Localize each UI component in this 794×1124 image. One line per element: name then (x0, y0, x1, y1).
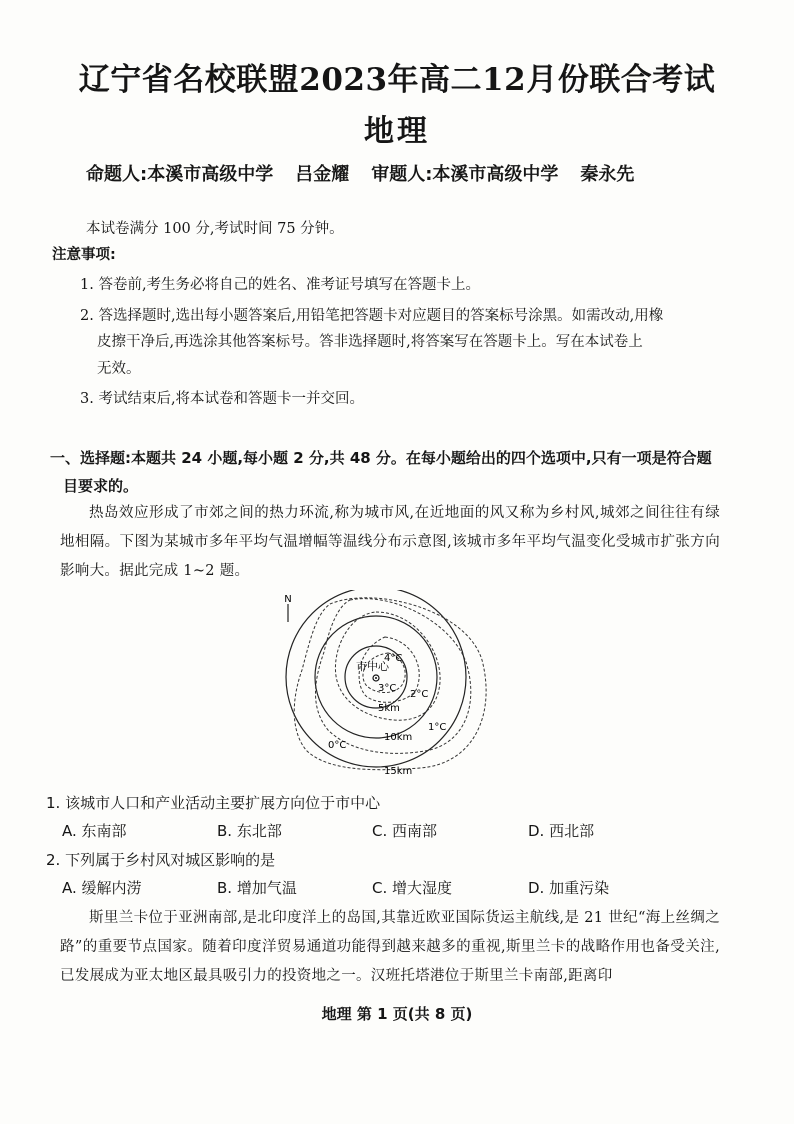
isotherm-diagram (270, 590, 500, 790)
passage-heat-island (60, 499, 720, 586)
q2-option-d: D. 加重污染 (528, 879, 610, 897)
isotherm-label-0: 0°C (328, 740, 347, 751)
question-1-stem: 1. 该城市人口和产业活动主要扩展方向位于市中心 (46, 794, 381, 812)
page-footer: 地理 第 1 页(共 8 页) (321, 1005, 473, 1023)
city-center-label: 市中心 (356, 660, 389, 673)
q2-option-a: A. 缓解内涝 (62, 879, 142, 897)
q1-option-b: B. 东北部 (217, 822, 282, 840)
passage-text: 斯里兰卡位于亚洲南部,是北印度洋上的岛国,其靠近欧亚国际货运主航线,是 21 世纪“海上丝绸之路”的重要节点国家。随着印度洋贸易通道功能得到越来越多的重视,斯里兰卡的战略作用也备受关注,已发展成为亚太地区最具吸引力的投资地之一。汉班托塔港位于斯里兰卡南部,距离印 (60, 910, 720, 984)
q2-option-c: C. 增大湿度 (372, 879, 453, 897)
subject-title: 地理 (364, 114, 430, 149)
author-name: 吕金耀 (295, 164, 350, 185)
ring-label-10km: 10km (384, 732, 413, 743)
notice-item-2-cont: 皮擦干净后,再选涂其他答案标号。答非选择题时,将答案写在答题卡上。写在本试卷上 (97, 334, 643, 350)
notice-item-3: 3. 考试结束后,将本试卷和答题卡一并交回。 (80, 391, 365, 407)
section-heading-cont: 目要求的。 (63, 477, 139, 495)
reviewer-name: 秦永先 (580, 164, 635, 185)
author-line (86, 160, 656, 186)
exam-title: 辽宁省名校联盟2023年高二12月份联合考试 (78, 62, 716, 98)
reviewer-label: 审题人:本溪市高级中学 (371, 164, 559, 185)
q1-option-d: D. 西北部 (528, 822, 595, 840)
author-label: 命题人:本溪市高级中学 (86, 164, 274, 185)
notice-item-2-end: 无效。 (97, 361, 141, 377)
section-heading (50, 444, 722, 500)
isotherm-label-2: 2°C (410, 689, 429, 700)
q2-option-b: B. 增加气温 (217, 879, 297, 897)
isotherm-label-1: 1°C (428, 722, 447, 733)
north-label: N (284, 594, 292, 605)
question-2-stem: 2. 下列属于乡村风对城区影响的是 (46, 851, 276, 869)
isotherm-label-3: 3°C (378, 683, 397, 694)
ring-label-5km: 5km (378, 703, 400, 714)
notice-title: 注意事项: (52, 247, 116, 263)
notice-item-2: 2. 答选择题时,选出每小题答案后,用铅笔把答题卡对应题目的答案标号涂黑。如需改动,用橡 (80, 308, 664, 324)
ring-label-15km: 15km (384, 766, 413, 777)
passage-text: 热岛效应形成了市郊之间的热力环流,称为城市风,在近地面的风又称为乡村风,城郊之间往往有绿地相隔。下图为某城市多年平均气温增幅等温线分布示意图,该城市多年平均气温变化受城市扩张方向影响大。据此完成 1~2 题。 (60, 505, 720, 579)
score-note: 本试卷满分 100 分,考试时间 75 分钟。 (86, 221, 344, 237)
passage-sri-lanka (60, 904, 720, 991)
city-center-dot (375, 677, 377, 679)
q1-option-c: C. 西南部 (372, 822, 438, 840)
section-heading-line: 一、选择题:本题共 24 小题,每小题 2 分,共 48 分。在每小题给出的四个选项中,只有一项是符合题 (50, 449, 712, 467)
q1-option-a: A. 东南部 (62, 822, 127, 840)
notice-item-1: 1. 答卷前,考生务必将自己的姓名、准考证号填写在答题卡上。 (80, 277, 481, 293)
isotherm-label-4: 4°C (384, 653, 403, 664)
